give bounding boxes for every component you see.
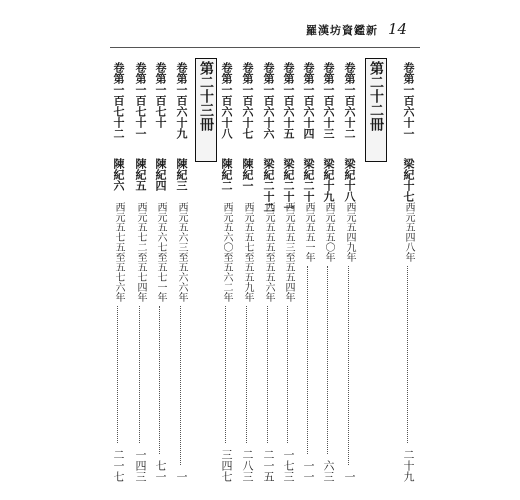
juan-number: 卷第一百六十七 — [241, 62, 254, 139]
leader-dots — [180, 306, 181, 465]
page-ref: 一四三 — [134, 449, 147, 482]
chapter-title: 陳紀二 — [220, 158, 233, 191]
page-ref: 一 — [175, 471, 188, 482]
toc-entry[interactable] — [216, 62, 236, 482]
juan-number: 卷第一百七十 — [154, 62, 167, 128]
leader-dots — [246, 306, 247, 443]
juan-number: 卷第一百六十九 — [175, 62, 188, 139]
chapter-title: 梁紀十七 — [402, 158, 415, 202]
juan-number: 卷第一百六十三 — [322, 62, 335, 139]
page-number: 14 — [388, 20, 408, 38]
toc-entry[interactable] — [237, 62, 257, 482]
book-title: 羅漢坊資鑑新 — [306, 24, 378, 37]
volume-heading-22 — [365, 58, 387, 162]
toc-entry[interactable] — [298, 62, 318, 482]
leader-dots — [407, 266, 408, 443]
page-ref: 一 — [343, 471, 356, 482]
volume-heading-23 — [195, 58, 217, 162]
toc-entry[interactable] — [318, 62, 338, 482]
juan-number: 卷第一百六十四 — [302, 62, 315, 139]
page-header — [306, 22, 506, 38]
toc-entry[interactable] — [171, 62, 191, 482]
juan-number: 卷第一百七十一 — [134, 62, 147, 139]
leader-dots — [117, 306, 118, 443]
era-years: 西元五五一年 — [303, 202, 314, 262]
toc-entry[interactable] — [130, 62, 150, 482]
page-ref: 二一五 — [262, 449, 275, 482]
page-ref: 二十九 — [402, 449, 415, 482]
page-ref: 三四七 — [220, 449, 233, 482]
era-years: 西元五五〇年 — [323, 202, 334, 262]
page-ref: 六三 — [322, 460, 335, 482]
leader-dots — [287, 306, 288, 443]
era-years: 西元五七五至五七六年 — [113, 202, 124, 302]
era-years: 西元五六三至五六六年 — [176, 202, 187, 302]
era-years: 西元五四九年 — [344, 202, 355, 262]
chapter-title: 陳紀一 — [241, 158, 254, 191]
chapter-title: 陳紀五 — [134, 158, 147, 191]
chapter-title: 梁紀二十 — [302, 158, 315, 202]
era-years: 西元五六七至五七一年 — [155, 202, 166, 302]
leader-dots — [139, 306, 140, 443]
leader-dots — [327, 266, 328, 454]
era-years: 西元五六〇至五六二年 — [221, 202, 232, 302]
juan-number: 卷第一百六十二 — [343, 62, 356, 139]
era-years: 西元五五三至五五四年 — [283, 202, 294, 302]
juan-number: 卷第一百七十二 — [112, 62, 125, 139]
era-years: 西元五五七至五五九年 — [242, 202, 253, 302]
volume-label: 第二十三冊 — [198, 61, 214, 131]
chapter-title: 陳紀三 — [175, 158, 188, 191]
volume-label: 第二十二冊 — [368, 61, 384, 131]
toc-entry[interactable] — [339, 62, 359, 482]
juan-number: 卷第一百六十八 — [220, 62, 233, 139]
chapter-title: 梁紀二十二 — [262, 158, 275, 213]
leader-dots — [267, 306, 268, 443]
toc-entry[interactable] — [278, 62, 298, 482]
chapter-title: 陳紀六 — [112, 158, 125, 191]
chapter-title: 梁紀十八 — [343, 158, 356, 202]
toc-entry[interactable] — [258, 62, 278, 482]
page-ref: 二一七 — [112, 449, 125, 482]
header-rule — [110, 47, 420, 48]
toc-entry[interactable] — [398, 62, 418, 482]
juan-number: 卷第一百六十五 — [282, 62, 295, 139]
era-years: 西元五五五至五五六年 — [263, 202, 274, 302]
leader-dots — [159, 306, 160, 454]
page-ref: 一七三 — [282, 449, 295, 482]
page-ref: 一一 — [302, 460, 315, 482]
juan-number: 卷第一百六十六 — [262, 62, 275, 139]
page-ref: 七一 — [154, 460, 167, 482]
chapter-title: 梁紀二十一 — [282, 158, 295, 213]
leader-dots — [225, 306, 226, 443]
juan-number: 卷第一百六十一 — [402, 62, 415, 139]
page-ref: 二八三 — [241, 449, 254, 482]
chapter-title: 梁紀十九 — [322, 158, 335, 202]
leader-dots — [307, 266, 308, 454]
era-years: 西元五四八年 — [403, 202, 414, 262]
toc-entry[interactable] — [150, 62, 170, 482]
leader-dots — [348, 266, 349, 465]
era-years: 西元五七二至五七四年 — [135, 202, 146, 302]
toc-entry[interactable] — [108, 62, 128, 482]
chapter-title: 陳紀四 — [154, 158, 167, 191]
